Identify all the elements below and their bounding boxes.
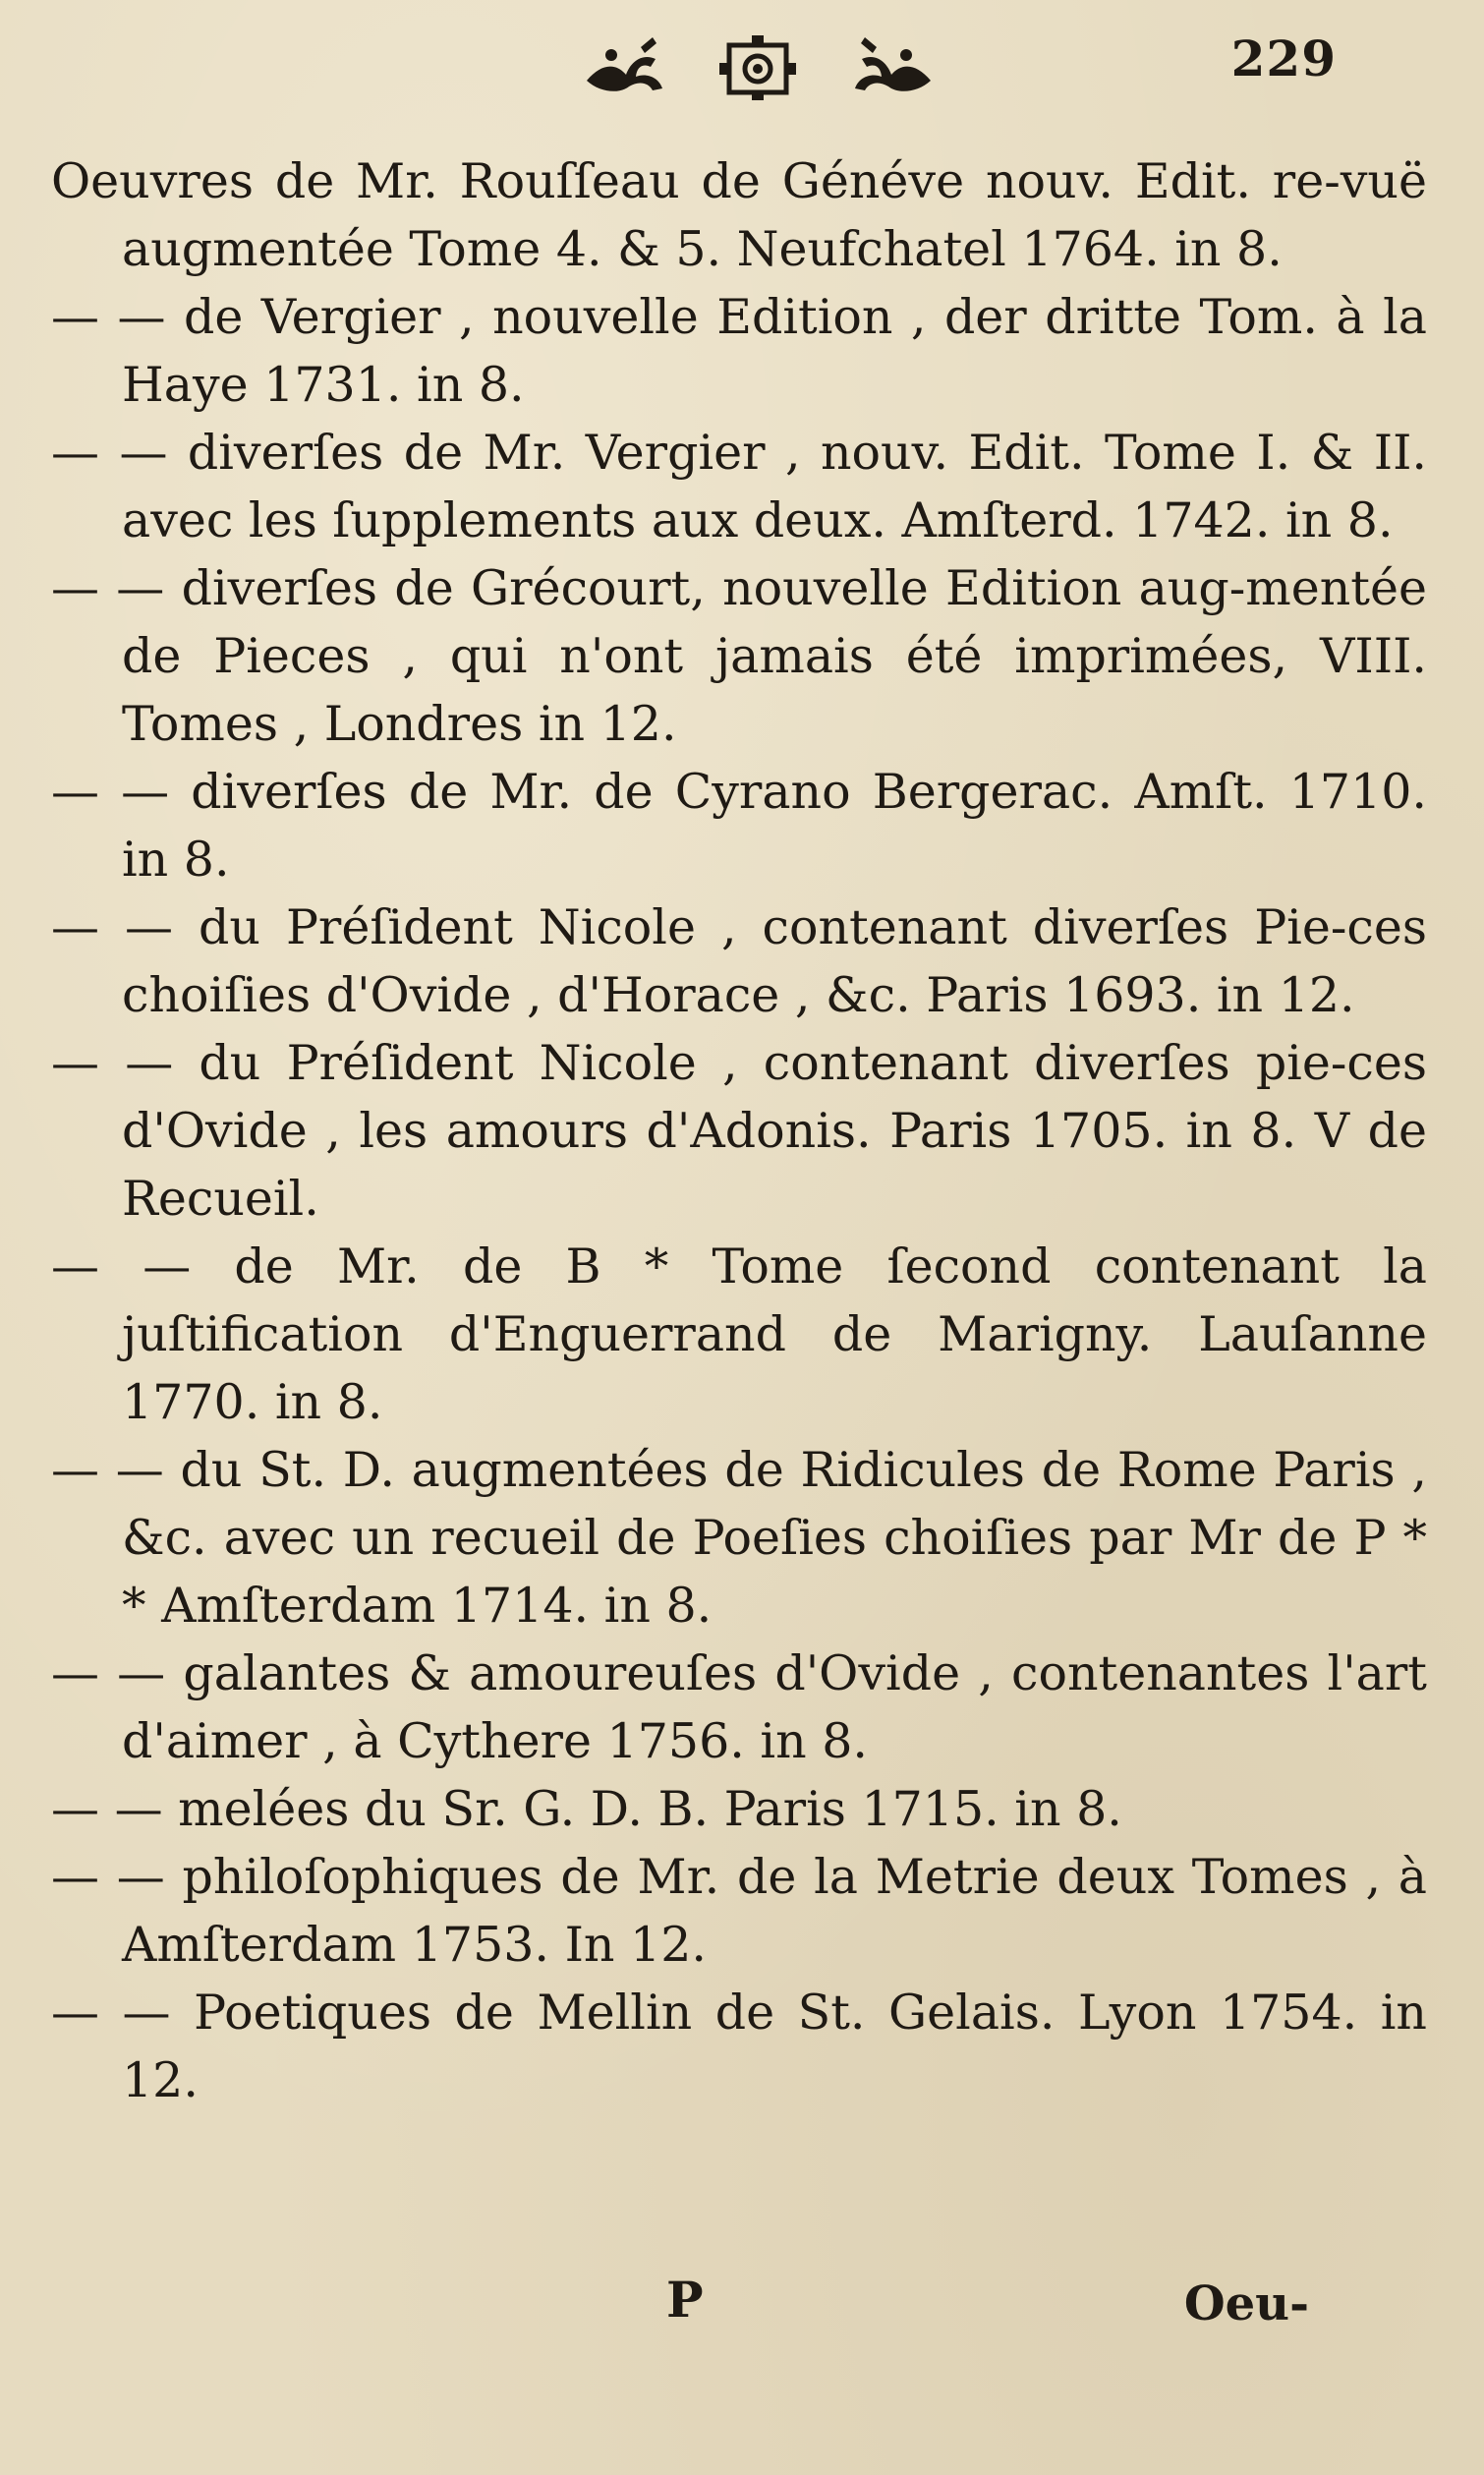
list-item: — — de Mr. de B * Tome ſecond contenant la juſtification d'Enguerrand de Marigny. Lauſanne 1770. in 8. [51,1238,1427,1430]
list-item: — — diverſes de Mr. Vergier , nouv. Edit. Tome I. & II. avec les ſupplements aux deux. Amſterd. 1742. in 8. [51,425,1427,548]
bibliography-list [51,147,1427,2114]
decorative-ornament-icon [582,33,936,102]
page-header [51,0,1427,147]
signature-mark: P [666,2271,704,2329]
list-item: — — du Préſident Nicole , contenant diverſes pie-ces d'Ovide , les amours d'Adonis. Paris 1705. in 8. V de Recueil. [51,1035,1427,1227]
list-item: — — du Préſident Nicole , contenant diverſes Pie-ces choiſies d'Ovide , d'Horace , &c. Paris 1693. in 12. [51,899,1427,1023]
list-item: — — de Vergier , nouvelle Edition , der dritte Tom. à la Haye 1731. in 8. [51,289,1427,413]
list-item: — — diverſes de Mr. de Cyrano Bergerac. Amſt. 1710. in 8. [51,764,1427,888]
list-item: — — diverſes de Grécourt, nouvelle Edition aug-mentée de Pieces , qui n'ont jamais été imprimées, VIII. Tomes , Londres in 12. [51,560,1427,752]
page-footer [0,2271,1484,2349]
list-item: — — melées du Sr. G. D. B. Paris 1715. in 8. [51,1781,1122,1837]
catchword: Oeu- [1183,2276,1309,2331]
page-number: 229 [1230,29,1337,87]
list-item: — — galantes & amoureuſes d'Ovide , contenantes l'art d'aimer , à Cythere 1756. in 8. [51,1645,1427,1769]
list-item: — — du St. D. augmentées de Ridicules de Rome Paris , &c. avec un recueil de Poeſies choiſies par Mr de P * * Amſterdam 1714. in 8. [51,1442,1427,1634]
list-item: — — philoſophiques de Mr. de la Metrie deux Tomes , à Amſterdam 1753. In 12. [51,1849,1427,1973]
list-item: Oeuvres de Mr. Rouſſeau de Généve nouv. Edit. re-vuë augmentée Tome 4. & 5. Neufchatel 1764. in 8. [51,153,1427,277]
list-item: — — Poetiques de Mellin de St. Gelais. Lyon 1754. in 12. [51,1985,1427,2108]
